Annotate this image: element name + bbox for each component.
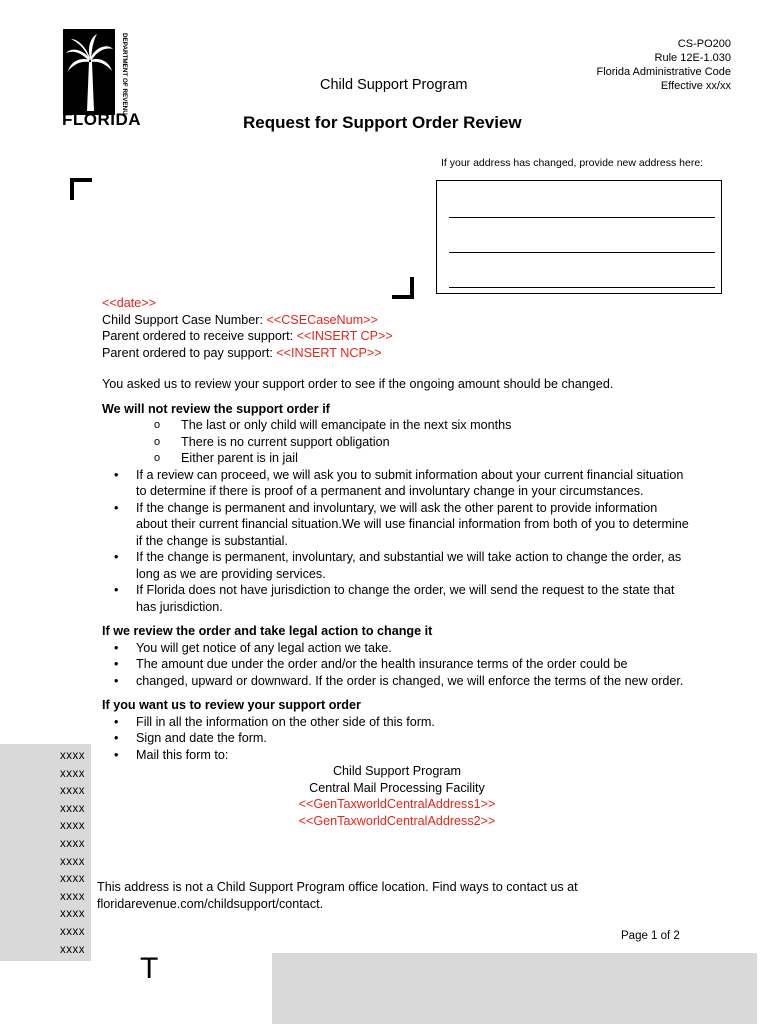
effective-text: Effective xx/xx xyxy=(660,80,731,92)
xxxx-mark: xxxx xyxy=(60,908,85,921)
palm-tree-icon xyxy=(63,29,129,115)
xxxx-mark: xxxx xyxy=(60,925,85,938)
pay-parent-value: <<INSERT NCP>> xyxy=(276,345,382,360)
xxxx-mark: xxxx xyxy=(60,890,85,903)
xxxx-mark: xxxx xyxy=(60,820,85,833)
mail-line-address2: <<GenTaxworldCentralAddress2>> xyxy=(298,813,496,828)
list-item: • You will get notice of any legal action we take. xyxy=(102,640,692,657)
list-item: • If the change is permanent and involuntary, we will ask the other parent to provide information about their current financial situation.We will use financial information from both of you to determine if the change is substantial. xyxy=(102,500,692,550)
logo-florida-word: FLORIDA xyxy=(62,110,142,129)
review-request-heading: If you want us to review your support order xyxy=(102,698,361,712)
pay-parent-label: Parent ordered to pay support: xyxy=(102,345,277,360)
list-item: o Either parent is in jail xyxy=(102,450,692,467)
intro-paragraph: You asked us to review your support order to see if the ongoing amount should be changed. xyxy=(102,377,614,391)
list-item: • The amount due under the order and/or the health insurance terms of the order could be xyxy=(102,656,692,673)
pay-parent-line xyxy=(102,345,692,362)
contact-notice xyxy=(97,879,697,912)
address-line-1[interactable] xyxy=(449,217,715,218)
page-number: Page 1 of 2 xyxy=(621,930,680,942)
mail-line-facility: Central Mail Processing Facility xyxy=(309,780,485,795)
xxxx-mark: xxxx xyxy=(60,943,85,956)
receive-parent-line xyxy=(102,328,692,345)
address-line-2[interactable] xyxy=(449,252,715,253)
program-name: Child Support Program xyxy=(320,77,468,93)
window-corner-mark-top-left xyxy=(70,178,92,200)
list-item: • If a review can proceed, we will ask you to submit information about your current financial situation to determine if there is proof of a permanent and involuntary change in your circumstances. xyxy=(102,467,692,500)
case-number-value: <<CSECaseNum>> xyxy=(266,312,378,327)
mailing-address xyxy=(102,763,692,829)
form-number: CS-PO200 xyxy=(677,38,731,50)
rule-text: Rule 12E-1.030 xyxy=(654,52,731,64)
date-field: <<date>> xyxy=(102,296,156,310)
xxxx-mark: xxxx xyxy=(60,837,85,850)
new-address-box[interactable] xyxy=(436,180,722,294)
list-item: • If Florida does not have jurisdiction to change the order, we will send the request to the state that has jurisdiction. xyxy=(102,582,692,615)
mail-line-program: Child Support Program xyxy=(332,764,462,778)
letter-body xyxy=(102,295,692,829)
list-item: • Sign and date the form. xyxy=(102,730,692,747)
receive-parent-label: Parent ordered to receive support: xyxy=(102,329,297,343)
case-number-line xyxy=(102,312,692,329)
list-item: • changed, upward or downward. If the order is changed, we will enforce the terms of the new order. xyxy=(102,673,692,690)
gray-bottom-block xyxy=(272,953,757,1024)
address-line-3[interactable] xyxy=(449,287,715,288)
receive-parent-value: <<INSERT CP>> xyxy=(296,329,393,343)
xxxx-mark: xxxx xyxy=(60,855,85,868)
list-item: • If the change is permanent, involuntary, and substantial we will take action to change the order, as long as we are providing services. xyxy=(102,549,692,582)
list-item: o The last or only child will emancipate in the next six months xyxy=(102,417,692,434)
list-item: • Fill in all the information on the other side of this form. xyxy=(102,714,692,731)
list-item: • Mail this form to: xyxy=(102,747,692,764)
xxxx-mark: xxxx xyxy=(60,785,85,798)
address-change-note: If your address has changed, provide new address here: xyxy=(441,157,704,169)
case-number-label: Child Support Case Number: xyxy=(102,312,267,327)
not-review-heading: We will not review the support order if xyxy=(102,401,330,416)
form-identifier xyxy=(596,37,731,93)
xxxx-mark: xxxx xyxy=(60,802,85,815)
xxxx-mark: xxxx xyxy=(60,750,85,762)
contact-notice-line1: This address is not a Child Support Program office location. Find ways to contact us at xyxy=(97,880,578,894)
registration-mark: T xyxy=(140,952,159,985)
xxxx-mark: xxxx xyxy=(60,767,85,780)
not-review-list xyxy=(102,417,692,467)
admin-code-text: Florida Administrative Code xyxy=(596,66,731,78)
xxxx-column xyxy=(60,748,85,959)
xxxx-mark: xxxx xyxy=(60,873,85,886)
svg-text:DEPARTMENT OF REVENUE: DEPARTMENT OF REVENUE xyxy=(121,33,128,115)
mail-line-address1: <<GenTaxworldCentralAddress1>> xyxy=(298,797,496,811)
legal-action-heading: If we review the order and take legal action to change it xyxy=(102,624,433,638)
contact-notice-line2[interactable]: floridarevenue.com/childsupport/contact. xyxy=(97,896,324,911)
list-item: o There is no current support obligation xyxy=(102,434,692,451)
page-title: Request for Support Order Review xyxy=(243,113,522,132)
review-process-list xyxy=(102,467,692,616)
review-request-list xyxy=(102,714,692,764)
legal-action-list xyxy=(102,640,692,690)
